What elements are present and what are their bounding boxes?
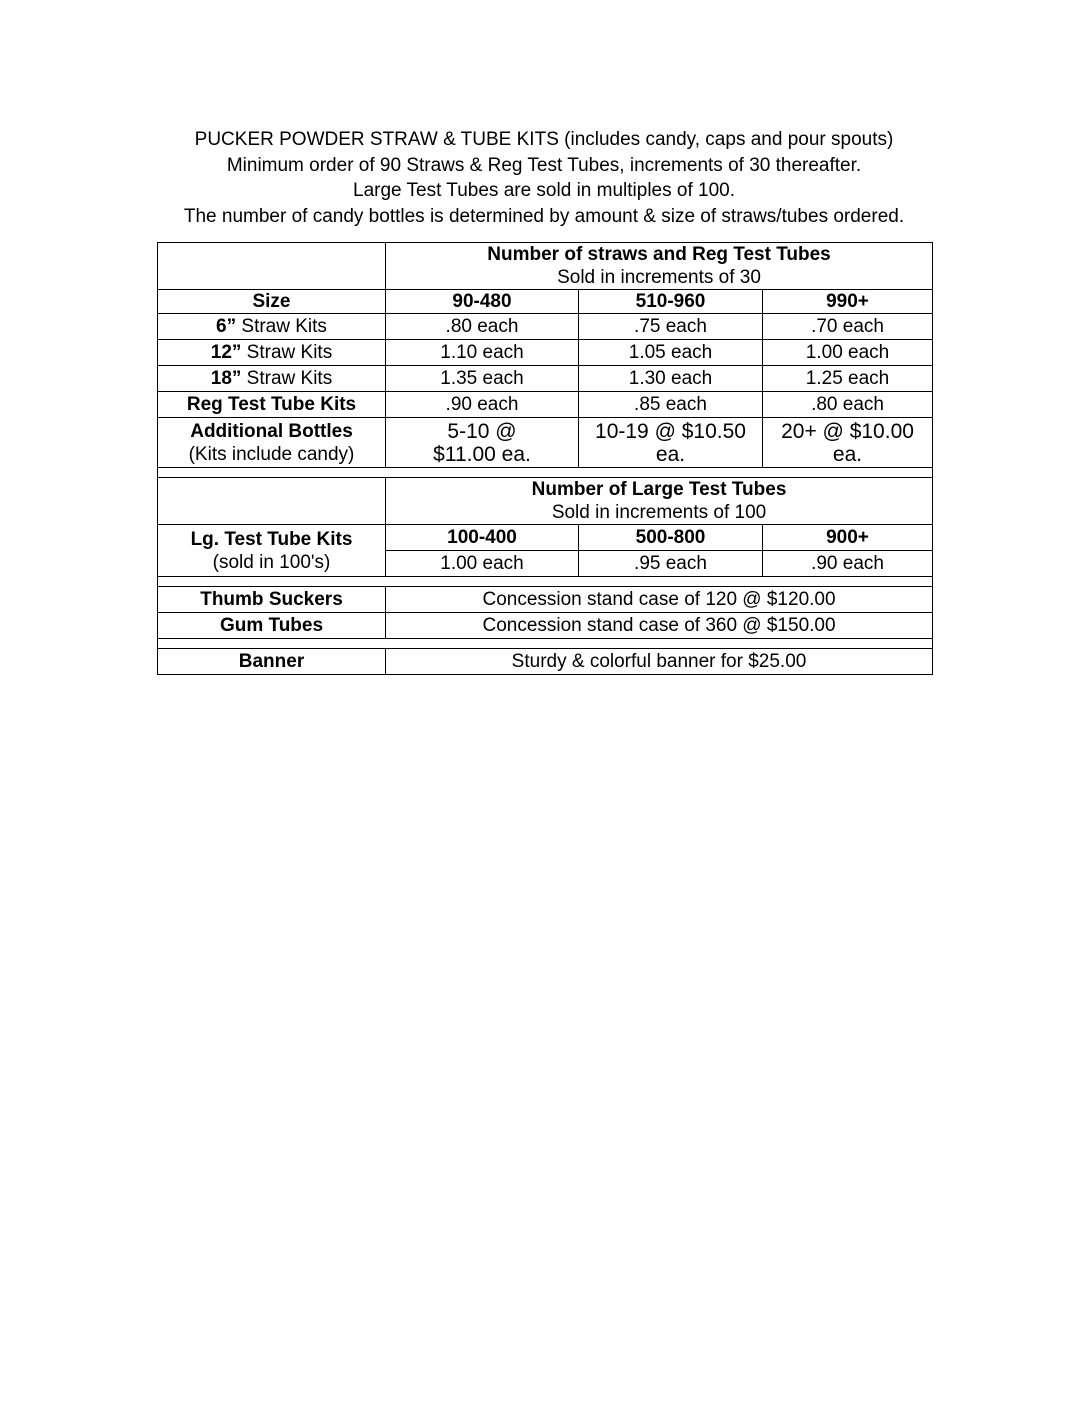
document-header bbox=[0, 127, 1088, 229]
empty-cell bbox=[158, 243, 386, 290]
banner-row bbox=[158, 649, 933, 675]
price-cell: .80 each bbox=[386, 314, 579, 340]
large-range-1: 100-400 bbox=[386, 525, 579, 551]
price-cell: 1.00 each bbox=[763, 340, 933, 366]
straws-subheading: Sold in increments of 30 bbox=[557, 267, 761, 288]
price-cell: .80 each bbox=[763, 392, 933, 418]
bottles-label: Additional Bottles bbox=[190, 420, 353, 442]
price-cell: .90 each bbox=[386, 392, 579, 418]
row-label: 12” Straw Kits bbox=[158, 340, 386, 366]
straws-heading: Number of straws and Reg Test Tubes bbox=[487, 244, 831, 265]
large-label: Lg. Test Tube Kits bbox=[190, 528, 353, 550]
price-cell: 1.05 each bbox=[579, 340, 763, 366]
price-cell: .90 each bbox=[763, 551, 933, 577]
large-label-cell bbox=[158, 525, 386, 577]
spacer-row bbox=[158, 639, 933, 649]
price-cell: 1.00 each bbox=[386, 551, 579, 577]
extras-row bbox=[158, 613, 933, 639]
price-cell: .70 each bbox=[763, 314, 933, 340]
range-1: 90-480 bbox=[386, 290, 579, 314]
price-cell: .75 each bbox=[579, 314, 763, 340]
large-heading-cell bbox=[386, 478, 933, 525]
price-cell: 1.10 each bbox=[386, 340, 579, 366]
price-cell: 1.35 each bbox=[386, 366, 579, 392]
header-line-3: Large Test Tubes are sold in multiples of 100. bbox=[353, 180, 735, 201]
extra-label: Thumb Suckers bbox=[158, 587, 386, 613]
header-line-1: PUCKER POWDER STRAW & TUBE KITS (includes candy, caps and pour spouts) bbox=[194, 129, 894, 150]
table-row bbox=[158, 314, 933, 340]
table-row bbox=[158, 392, 933, 418]
large-sublabel: (sold in 100's) bbox=[212, 551, 331, 573]
header-line-4: The number of candy bottles is determined by amount & size of straws/tubes ordered. bbox=[183, 205, 905, 227]
straws-heading-row bbox=[158, 243, 933, 290]
bottles-row bbox=[158, 418, 933, 468]
header-line-2: Minimum order of 90 Straws & Reg Test Tubes, increments of 30 thereafter. bbox=[226, 154, 862, 176]
row-label: 18” Straw Kits bbox=[158, 366, 386, 392]
large-heading: Number of Large Test Tubes bbox=[531, 479, 787, 500]
straws-heading-cell bbox=[386, 243, 933, 290]
price-cell: 1.25 each bbox=[763, 366, 933, 392]
extra-label: Gum Tubes bbox=[158, 613, 386, 639]
banner-label: Banner bbox=[158, 649, 386, 675]
bottles-label-cell bbox=[158, 418, 386, 468]
row-label: Reg Test Tube Kits bbox=[158, 392, 386, 418]
spacer-row bbox=[158, 577, 933, 587]
spacer-row bbox=[158, 468, 933, 478]
large-heading-row bbox=[158, 478, 933, 525]
range-3: 990+ bbox=[763, 290, 933, 314]
table-row bbox=[158, 366, 933, 392]
large-range-2: 500-800 bbox=[579, 525, 763, 551]
empty-cell bbox=[158, 478, 386, 525]
size-label: Size bbox=[158, 290, 386, 314]
range-2: 510-960 bbox=[579, 290, 763, 314]
price-cell: .85 each bbox=[579, 392, 763, 418]
large-subheading: Sold in increments of 100 bbox=[551, 502, 767, 523]
bottles-price-1: 5-10 @ $11.00 ea. bbox=[386, 418, 579, 468]
price-cell: .95 each bbox=[579, 551, 763, 577]
extras-row bbox=[158, 587, 933, 613]
price-cell: 1.30 each bbox=[579, 366, 763, 392]
extra-value: Concession stand case of 360 @ $150.00 bbox=[386, 613, 933, 639]
bottles-price-2: 10-19 @ $10.50 ea. bbox=[579, 418, 763, 468]
row-label: 6” Straw Kits bbox=[158, 314, 386, 340]
extra-value: Concession stand case of 120 @ $120.00 bbox=[386, 587, 933, 613]
bottles-sublabel: (Kits include candy) bbox=[188, 443, 355, 465]
banner-value: Sturdy & colorful banner for $25.00 bbox=[386, 649, 933, 675]
bottles-price-3: 20+ @ $10.00 ea. bbox=[763, 418, 933, 468]
price-table bbox=[157, 242, 933, 675]
large-range-3: 900+ bbox=[763, 525, 933, 551]
table-row bbox=[158, 340, 933, 366]
large-range-row bbox=[158, 525, 933, 551]
straws-range-row bbox=[158, 290, 933, 314]
